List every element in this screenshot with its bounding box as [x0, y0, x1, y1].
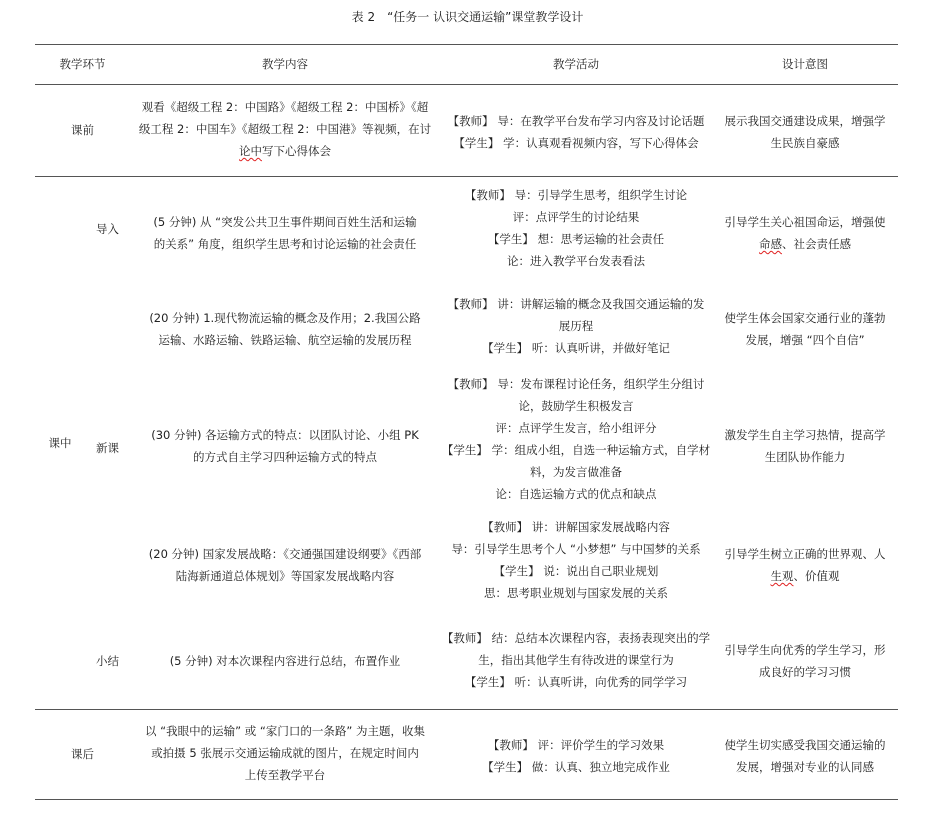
new3-intent-tail: 、价值观 [793, 569, 840, 583]
intro-intent-tail: 、社会责任感 [782, 237, 851, 251]
header-activity: 教学活动 [553, 57, 599, 71]
spell-mark: 命感 [759, 237, 782, 251]
post-content: 以 “我眼中的运输” 或 “家门口的一条路” 为主题，收集 或拍摄 5 张展示交通运输成就的图片，在规定时间内 上传至教学平台 [145, 724, 425, 782]
new1-content: (20 分钟) 1.现代物流运输的概念及作用；2.我国公路 运输、水路运输、铁路运输、航空运输的发展历程 [149, 311, 421, 347]
intro-activity: 【教师】 导：引导学生思考，组织学生讨论 评：点评学生的讨论结果 【学生】 想：思考运输的社会责任 论：进入教学平台发表看法 [464, 188, 688, 268]
pre-content: 观看《超级工程 2：中国路》《超级工程 2：中国桥》《超 级工程 2：中国车》《超级工程 2：中国港》等视频，在讨 论中写下心得体会 [138, 100, 432, 158]
pre-intent: 展示我国交通建设成果，增强学 生民族自豪感 [724, 114, 886, 150]
spell-mark: 生观 [770, 569, 794, 583]
new3-activity: 【教师】 讲：讲解国家发展战略内容 导：引导学生思考个人 “小梦想” 与中国梦的关系 【学生】 说：说出自己职业规划 思：思考职业规划与国家发展的关系 [451, 520, 701, 600]
header-rule [35, 84, 898, 85]
stage-post: 课后 [71, 747, 94, 761]
new2-intent: 激发学生自主学习热情，提高学 生团队协作能力 [724, 428, 886, 464]
new1-activity: 【教师】 讲：讲解运输的概念及我国交通运输的发 展历程 【学生】 听：认真听讲，并做好笔记 [447, 297, 705, 355]
stage-during: 课中 [48, 436, 72, 450]
post-intent: 使学生切实感受我国交通运输的 发展，增强对专业的认同感 [724, 738, 886, 774]
stage-pre: 课前 [71, 123, 94, 137]
post-activity: 【教师】 评：评价学生的学习效果 【学生】 做：认真、独立地完成作业 [482, 738, 670, 774]
summary-intent: 引导学生向优秀的学生学习，形 成良好的学习习惯 [724, 643, 886, 679]
pre-content-tail: 写下心得体会 [262, 144, 331, 158]
sub-intro: 导入 [96, 222, 119, 236]
table-title: 表 2 “任务一 认识交通运输”课堂教学设计 [351, 10, 584, 24]
new2-content: (30 分钟) 各运输方式的特点：以团队讨论、小组 PK 的方式自主学习四种运输方式的特点 [151, 428, 419, 464]
header-intent: 设计意图 [782, 57, 828, 71]
top-rule [35, 44, 898, 45]
pre-activity: 【教师】 导：在教学平台发布学习内容及讨论话题 【学生】 学：认真观看视频内容，写下心得体会 [447, 114, 705, 150]
pre-class-rule [35, 176, 898, 177]
sub-new: 新课 [96, 441, 119, 455]
in-class-rule [35, 709, 898, 710]
intro-content: (5 分钟) 从 “突发公共卫生事件期间百姓生活和运输 的关系” 角度，组织学生思考和讨论运输的社会责任 [153, 215, 417, 251]
new3-content: (20 分钟) 国家发展战略：《交通强国建设纲要》《西部 陆海新通道总体规划》等国家发展战略内容 [148, 547, 422, 583]
new1-intent: 使学生体会国家交通行业的蓬勃 发展，增强 “四个自信” [724, 311, 886, 347]
header-stage: 教学环节 [59, 57, 106, 71]
intro-intent: 引导学生关心祖国命运，增强使 命感、社会责任感 [724, 215, 886, 251]
summary-activity: 【教师】 结：总结本次课程内容，表扬表现突出的学 生，指出其他学生有待改进的课堂行为 【学生】 听：认真听讲，向优秀的同学学习 [441, 631, 711, 689]
summary-content: (5 分钟) 对本次课程内容进行总结，布置作业 [169, 654, 401, 668]
spell-mark: 论中 [239, 144, 262, 158]
header-content: 教学内容 [262, 57, 308, 71]
bottom-rule [35, 799, 898, 800]
sub-summary: 小结 [96, 654, 119, 668]
new3-intent: 引导学生树立正确的世界观、人 生观、价值观 [724, 547, 886, 583]
new2-activity: 【教师】 导：发布课程讨论任务，组织学生分组讨 论，鼓励学生积极发言 评：点评学生发言，给小组评分 【学生】 学：组成小组，自选一种运输方式，自学材 料，为发言做准备 论：自选运输方式的优点和缺点 [441, 377, 711, 501]
